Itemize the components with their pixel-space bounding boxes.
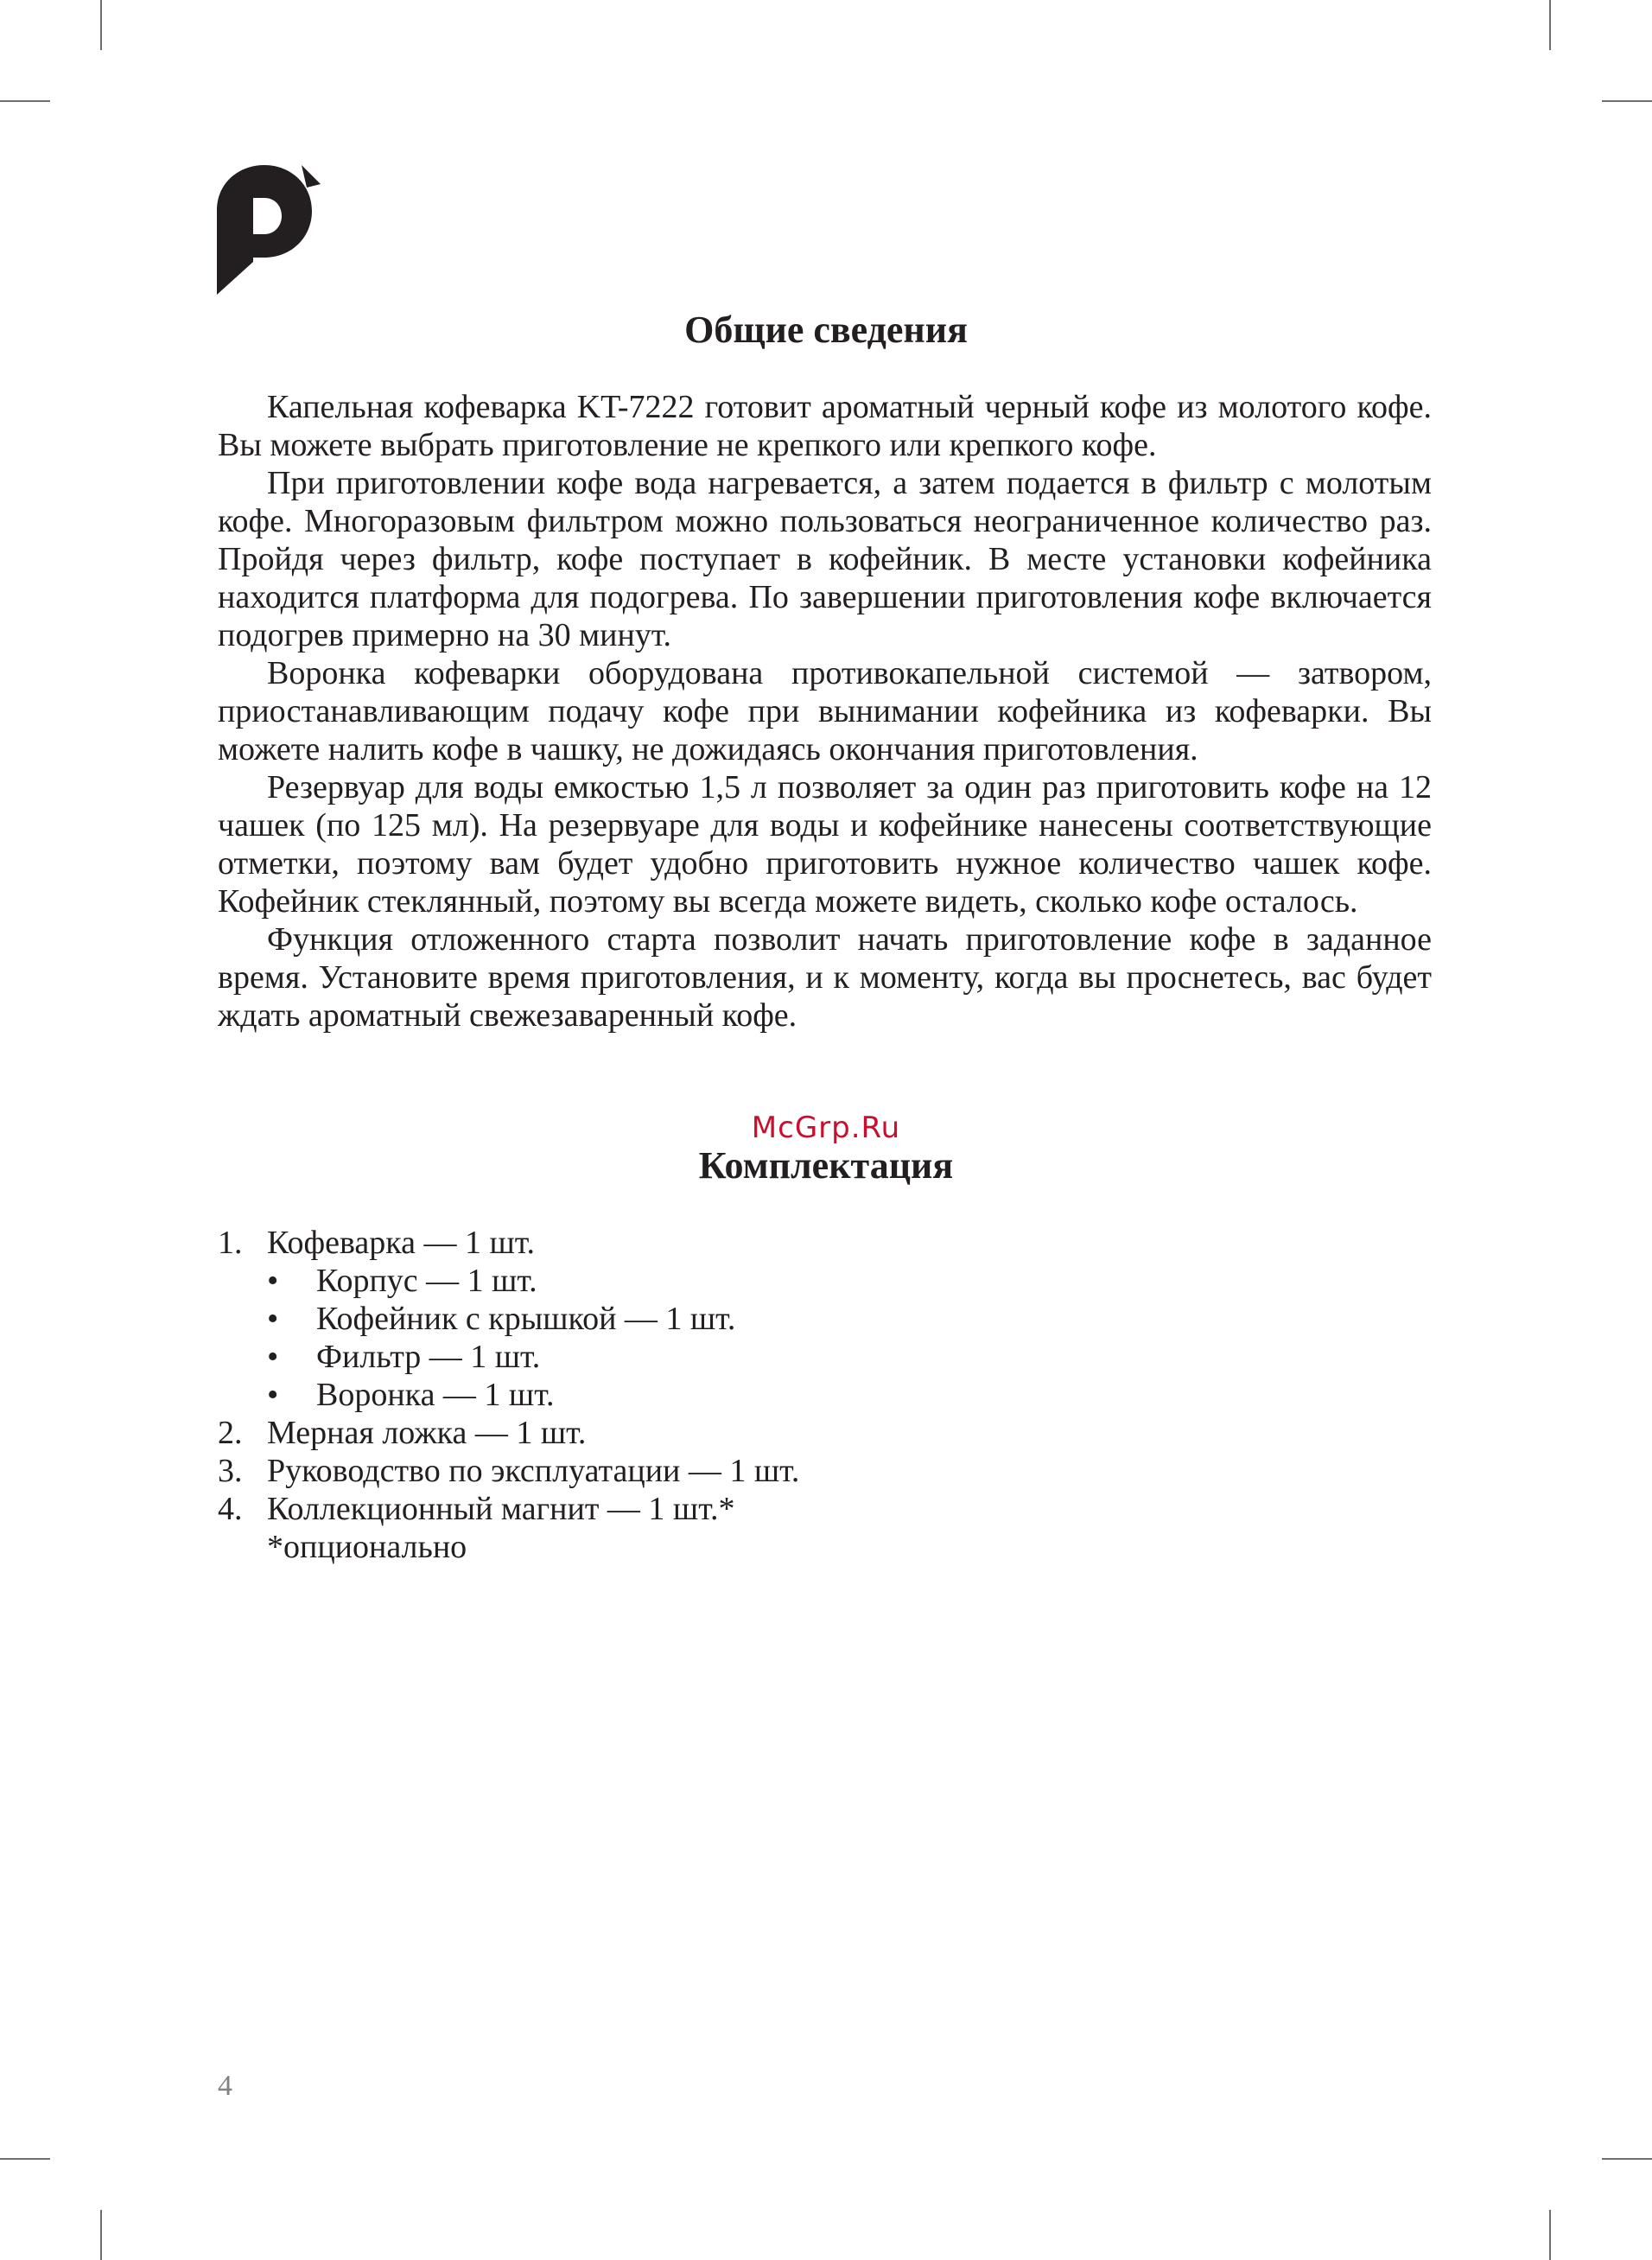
kit-item-number: 3. [218, 1453, 243, 1489]
kit-item-label: Руководство по эксплуатации — 1 шт. [267, 1453, 800, 1489]
general-paragraph: Резервуар для воды емкостью 1,5 л позволяет за один раз приготовить кофе на 12 чашек (по 125 мл). На резервуаре для воды и кофейнике нанесены соответствующие отметки, поэтому вам будет удобно приготовить нужное количество чашек кофе. Кофейник стеклянный, поэтому вы всегда можете видеть, сколько кофе осталось. [218, 769, 1432, 920]
general-paragraph: Воронка кофеварки оборудована противокапельной системой — затвором, приостанавливающим подачу кофе при вынимании кофейника из кофеварки. Вы можете налить кофе в чашку, не дожидаясь окончания приготовления. [218, 655, 1432, 767]
kit-item-number: 2. [218, 1415, 243, 1451]
section-title-kit: Комплектация [698, 1144, 954, 1187]
kit-subitem-label: Воронка — 1 шт. [316, 1377, 555, 1413]
crop-mark-bottom-left-horizontal [0, 2158, 50, 2160]
crop-mark-bottom-right-horizontal [1602, 2158, 1652, 2160]
bullet-icon: • [267, 1377, 279, 1413]
general-paragraph: При приготовлении кофе вода нагревается, а затем подается в фильтр с молотым кофе. Многоразовым фильтром можно пользоваться неограниченное количество раз. Пройдя через фильтр, кофе поступает в кофейник. В месте установки кофейника находится платформа для подогрева. По завершении приготовления кофе включается подогрев примерно на 30 минут. [218, 465, 1432, 653]
kit-subitem-label: Корпус — 1 шт. [316, 1263, 537, 1299]
general-body [218, 388, 1432, 1035]
brand-p-logo-icon [217, 165, 321, 295]
kit-item-number: 4. [218, 1491, 243, 1527]
kit-footnote-text: *опционально [267, 1529, 467, 1565]
page-number: 4 [218, 2070, 232, 2102]
general-paragraph: Функция отложенного старта позволит начать приготовление кофе в заданное время. Установите время приготовления, и к моменту, когда вы проснетесь, вас будет ждать ароматный свежезаваренный кофе. [218, 921, 1432, 1034]
kit-subitem-label: Фильтр — 1 шт. [316, 1339, 541, 1375]
section-title-general: Общие сведения [684, 309, 968, 351]
bullet-icon: • [267, 1339, 279, 1375]
kit-item-label: Коллекционный магнит — 1 шт.* [267, 1491, 735, 1527]
bullet-icon: • [267, 1263, 279, 1299]
kit-item-number: 1. [218, 1225, 243, 1261]
crop-mark-top-right-vertical [1549, 0, 1551, 50]
kit-item-label: Кофеварка — 1 шт. [267, 1225, 536, 1261]
kit-item-label: Мерная ложка — 1 шт. [267, 1415, 587, 1451]
crop-mark-top-left-horizontal [0, 100, 50, 102]
crop-mark-bottom-right-vertical [1549, 2210, 1551, 2260]
watermark-text: McGrp.Ru [751, 1111, 901, 1145]
crop-mark-top-right-horizontal [1602, 100, 1652, 102]
crop-mark-top-left-vertical [100, 0, 102, 50]
bullet-icon: • [267, 1301, 279, 1337]
general-paragraph: Капельная кофеварка KT-7222 готовит ароматный черный кофе из молотого кофе. Вы можете выбрать приготовление не крепкого или крепкого кофе. [218, 389, 1432, 463]
kit-subitem-label: Кофейник с крышкой — 1 шт. [316, 1301, 736, 1337]
crop-mark-bottom-left-vertical [100, 2210, 102, 2260]
